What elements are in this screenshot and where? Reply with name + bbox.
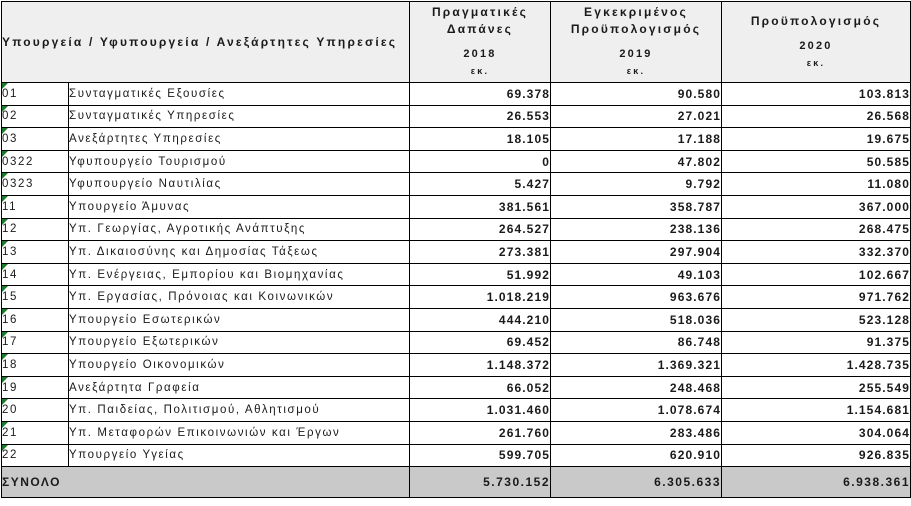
row-name: Συνταγματικές Εξουσίες [69,83,410,106]
row-name: Υπ. Γεωργίας, Αγροτικής Ανάπτυξης [69,218,410,241]
row-name: Συνταγματικές Υπηρεσίες [69,105,410,128]
header-2018 [410,2,551,83]
row-value-2019: 238.136 [551,218,722,241]
row-value-2019: 86.748 [551,331,722,354]
row-value-2018: 66.052 [410,376,551,399]
row-value-2020: 91.375 [722,331,911,354]
budget-table [1,1,911,498]
header-2019-unit: εκ. [626,66,646,76]
row-value-2018: 69.378 [410,83,551,106]
table-header-row [2,2,911,83]
row-code: 15 [2,286,69,309]
row-name: Υπουργείο Οικονομικών [69,354,410,377]
row-value-2020: 103.813 [722,83,911,106]
row-code: 13 [2,241,69,264]
row-value-2018: 273.381 [410,241,551,264]
row-value-2019: 620.910 [551,444,722,467]
row-value-2019: 358.787 [551,195,722,218]
row-code: 19 [2,376,69,399]
table-row [2,150,911,173]
row-code: 11 [2,195,69,218]
table-row [2,421,911,444]
row-value-2020: 1.154.681 [722,399,911,422]
table-row [2,128,911,151]
row-code: 01 [2,83,69,106]
row-value-2019: 90.580 [551,83,722,106]
row-value-2018: 1.031.460 [410,399,551,422]
table-row [2,331,911,354]
row-value-2018: 1.148.372 [410,354,551,377]
header-2020-unit: εκ. [806,57,826,68]
row-name: Υπ. Μεταφορών Επικοινωνιών και Έργων [69,421,410,444]
row-value-2020: 26.568 [722,105,911,128]
row-code: 16 [2,308,69,331]
row-value-2020: 255.549 [722,376,911,399]
row-value-2019: 47.802 [551,150,722,173]
table-row [2,399,911,422]
row-value-2020: 367.000 [722,195,911,218]
header-2019-year: 2019 [619,48,653,60]
row-value-2019: 27.021 [551,105,722,128]
row-value-2018: 69.452 [410,331,551,354]
row-value-2020: 102.667 [722,263,911,286]
row-name: Υπ. Παιδείας, Πολιτισμού, Αθλητισμού [69,399,410,422]
row-code: 22 [2,444,69,467]
row-value-2019: 9.792 [551,173,722,196]
row-code: 14 [2,263,69,286]
table-row [2,376,911,399]
row-value-2020: 332.370 [722,241,911,264]
row-name: Υπ. Δικαιοσύνης και Δημοσίας Τάξεως [69,241,410,264]
table-row [2,195,911,218]
row-value-2019: 1.369.321 [551,354,722,377]
table-row [2,308,911,331]
row-code: 03 [2,128,69,151]
row-name: Ανεξάρτητα Γραφεία [69,376,410,399]
table-row [2,241,911,264]
table-row [2,83,911,106]
row-name: Υφυπουργείο Ναυτιλίας [69,173,410,196]
row-value-2018: 51.992 [410,263,551,286]
total-2019: 6.305.633 [551,467,722,498]
row-value-2019: 49.103 [551,263,722,286]
header-2019 [551,2,722,83]
row-value-2019: 17.188 [551,128,722,151]
row-value-2018: 1.018.219 [410,286,551,309]
header-2020-title: Προϋπολογισμός [750,13,882,28]
row-value-2019: 283.486 [551,421,722,444]
row-name: Υπουργείο Εξωτερικών [69,331,410,354]
row-code: 12 [2,218,69,241]
row-value-2020: 971.762 [722,286,911,309]
row-value-2018: 5.427 [410,173,551,196]
row-value-2020: 926.835 [722,444,911,467]
row-code: 20 [2,399,69,422]
header-2020-year: 2020 [799,39,833,52]
table-row [2,218,911,241]
row-value-2019: 297.904 [551,241,722,264]
row-value-2019: 518.036 [551,308,722,331]
row-code: 17 [2,331,69,354]
row-value-2018: 264.527 [410,218,551,241]
table-row [2,286,911,309]
row-code: 02 [2,105,69,128]
header-2020 [722,2,911,83]
table-row [2,105,911,128]
header-2019-title: Εγκεκριμένος Προϋπολογισμός [570,5,702,36]
row-code: 0322 [2,150,69,173]
table-row [2,263,911,286]
row-code: 21 [2,421,69,444]
header-ministries-label: Υπουργεία / Υφυπουργεία / Ανεξάρτητες Υπηρεσίες [2,35,398,49]
total-2018: 5.730.152 [410,467,551,498]
row-value-2018: 444.210 [410,308,551,331]
row-value-2020: 11.080 [722,173,911,196]
row-value-2019: 963.676 [551,286,722,309]
row-value-2020: 1.428.735 [722,354,911,377]
table-row [2,354,911,377]
row-value-2020: 268.475 [722,218,911,241]
row-name: Υπουργείο Υγείας [69,444,410,467]
row-value-2019: 248.468 [551,376,722,399]
row-value-2020: 50.585 [722,150,911,173]
total-2020: 6.938.361 [722,467,911,498]
header-2018-unit: εκ. [470,66,490,76]
row-value-2020: 19.675 [722,128,911,151]
header-ministries [2,2,410,83]
row-name: Υπ. Εργασίας, Πρόνοιας και Κοινωνικών [69,286,410,309]
row-name: Υφυπουργείο Τουρισμού [69,150,410,173]
row-value-2020: 304.064 [722,421,911,444]
header-2018-title: Πραγματικές Δαπάνες [431,5,529,36]
header-2018-year: 2018 [463,48,497,60]
table-row [2,173,911,196]
row-code: 18 [2,354,69,377]
total-label: ΣΥΝΟΛΟ [2,467,410,498]
row-value-2018: 381.561 [410,195,551,218]
row-value-2018: 599.705 [410,444,551,467]
row-name: Ανεξάρτητες Υπηρεσίες [69,128,410,151]
row-name: Υπουργείο Εσωτερικών [69,308,410,331]
total-row [2,467,911,498]
row-value-2020: 523.128 [722,308,911,331]
table-row [2,444,911,467]
row-name: Υπουργείο Άμυνας [69,195,410,218]
row-value-2018: 0 [410,150,551,173]
row-name: Υπ. Ενέργειας, Εμπορίου και Βιομηχανίας [69,263,410,286]
row-value-2019: 1.078.674 [551,399,722,422]
row-value-2018: 26.553 [410,105,551,128]
row-value-2018: 261.760 [410,421,551,444]
table-body [2,83,911,467]
row-code: 0323 [2,173,69,196]
row-value-2018: 18.105 [410,128,551,151]
